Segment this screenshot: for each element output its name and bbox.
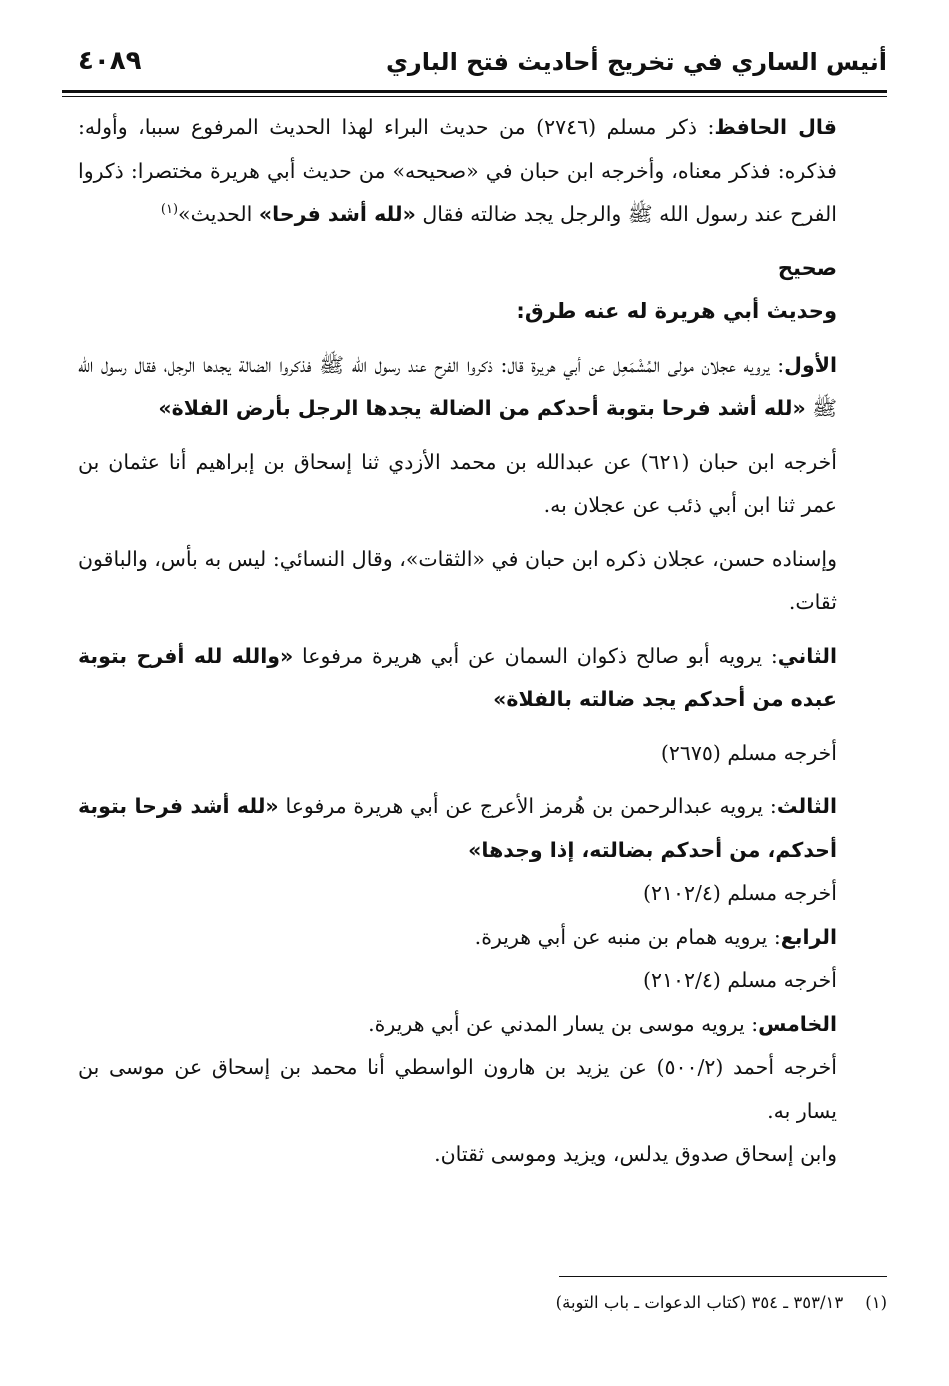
spacer — [78, 775, 881, 785]
running-title: أنيس الساري في تخريج أحاديث فتح الباري — [385, 48, 887, 76]
footnote-text: ٣٥٣/١٣ ـ ٣٥٤ (كتاب الدعوات ـ باب التوبة) — [555, 1293, 844, 1312]
heading-sahih: صحيح — [777, 255, 837, 280]
paragraph-fourth-takhrij: أخرجه مسلم (٢١٠٢/٤) — [642, 968, 837, 992]
label-fourth: الرابع — [780, 924, 837, 949]
page-number: ٤٠٨٩ — [78, 46, 142, 76]
second-text: : يرويه أبو صالح ذكوان السمان عن أبي هريرة مرفوعا — [293, 643, 778, 668]
hafiz-quote: «لله أشد فرحا» — [258, 202, 416, 226]
first-quote: «لله أشد فرحا بتوبة أحدكم من الضالة يجدها الرجل بأرض الفلاة» — [158, 396, 806, 420]
paragraph-fifth — [78, 1003, 881, 1047]
paragraph-fifth-takhrij: أخرجه أحمد (٥٠٠/٢) عن يزيد بن هارون الواسطي أنا محمد بن إسحاق عن موسى بن يسار به. — [78, 1055, 837, 1123]
paragraph-first-isnad: وإسناده حسن، عجلان ذكره ابن حبان في «الثقات»، وقال النسائي: ليس به بأس، والباقون ثقات. — [78, 546, 837, 614]
paragraph-first — [78, 344, 881, 431]
footnote-divider — [559, 1276, 887, 1277]
paragraph-first-takhrij: أخرجه ابن حبان (٦٢١) عن عبدالله بن محمد الأزدي ثنا إسحاق بن إبراهيم أنا عثمان بن عمر ثنا ابن أبي ذئب عن عجلان به. — [78, 449, 838, 517]
spacer — [78, 237, 881, 247]
paragraph-third-takhrij: أخرجه مسلم (٢١٠٢/٤) — [642, 881, 837, 905]
hafiz-text: : ذكر مسلم (٢٧٤٦) من حديث البراء لهذا الحديث المرفوع سببا، وأوله: فذكره: فذكر معناه، وأخرجه ابن حبان في «صحيحه» من حديث أبي هريرة مختصرا: ذكروا الفرح عند رسول الله ﷺ والرجل يجد ضالته فقال — [78, 115, 837, 226]
paragraph-second — [78, 635, 881, 722]
page-header — [78, 42, 887, 90]
fourth-text: : يرويه همام بن منبه عن أبي هريرة. — [474, 924, 781, 949]
header-divider — [62, 90, 887, 97]
footnote — [78, 1290, 887, 1316]
fifth-text: : يرويه موسى بن يسار المدني عن أبي هريرة. — [368, 1011, 759, 1036]
spacer — [78, 722, 881, 732]
label-fifth: الخامس — [758, 1011, 837, 1036]
third-quote: «لله أشد فرحا بتوبة أحدكم، من أحدكم بضالته، إذا وجدها» — [78, 794, 837, 862]
heading-turuq: وحديث أبي هريرة له عنه طرق: — [516, 299, 837, 323]
hafiz-tail: الحديث» — [178, 202, 259, 226]
second-quote: «والله لله أفرح بتوبة عبده من أحدكم يجد ضالته بالفلاة» — [78, 643, 837, 711]
spacer — [78, 625, 881, 635]
label-hafiz: قال الحافظ — [714, 115, 837, 139]
first-text: : يرويه عجلان مولى المُشْمَعِل عن أبي هريرة قال: ذكروا الفرح عند رسول الله ﷺ فذكروا الضالة يجدها الرجل، فقال رسول الله ﷺ — [78, 352, 837, 420]
footnote-number: (١) — [865, 1293, 887, 1312]
footnote-reference: (١) — [160, 202, 179, 218]
paragraph-third — [78, 785, 881, 872]
paragraph-fifth-isnad: وابن إسحاق صدوق يدلس، ويزيد وموسى ثقتان. — [434, 1142, 837, 1166]
third-text: : يرويه عبدالرحمن بن هُرمز الأعرج عن أبي هريرة مرفوعا — [278, 794, 777, 818]
paragraph-fourth — [78, 916, 881, 960]
spacer — [78, 528, 881, 538]
label-second: الثاني — [777, 643, 837, 668]
spacer — [78, 431, 881, 441]
label-first: الأول — [784, 352, 837, 377]
main-text — [78, 106, 881, 1177]
paragraph-hafiz — [78, 106, 881, 237]
spacer — [78, 334, 881, 344]
paragraph-second-takhrij: أخرجه مسلم (٢٦٧٥) — [660, 740, 837, 765]
label-third: الثالث — [776, 794, 838, 818]
